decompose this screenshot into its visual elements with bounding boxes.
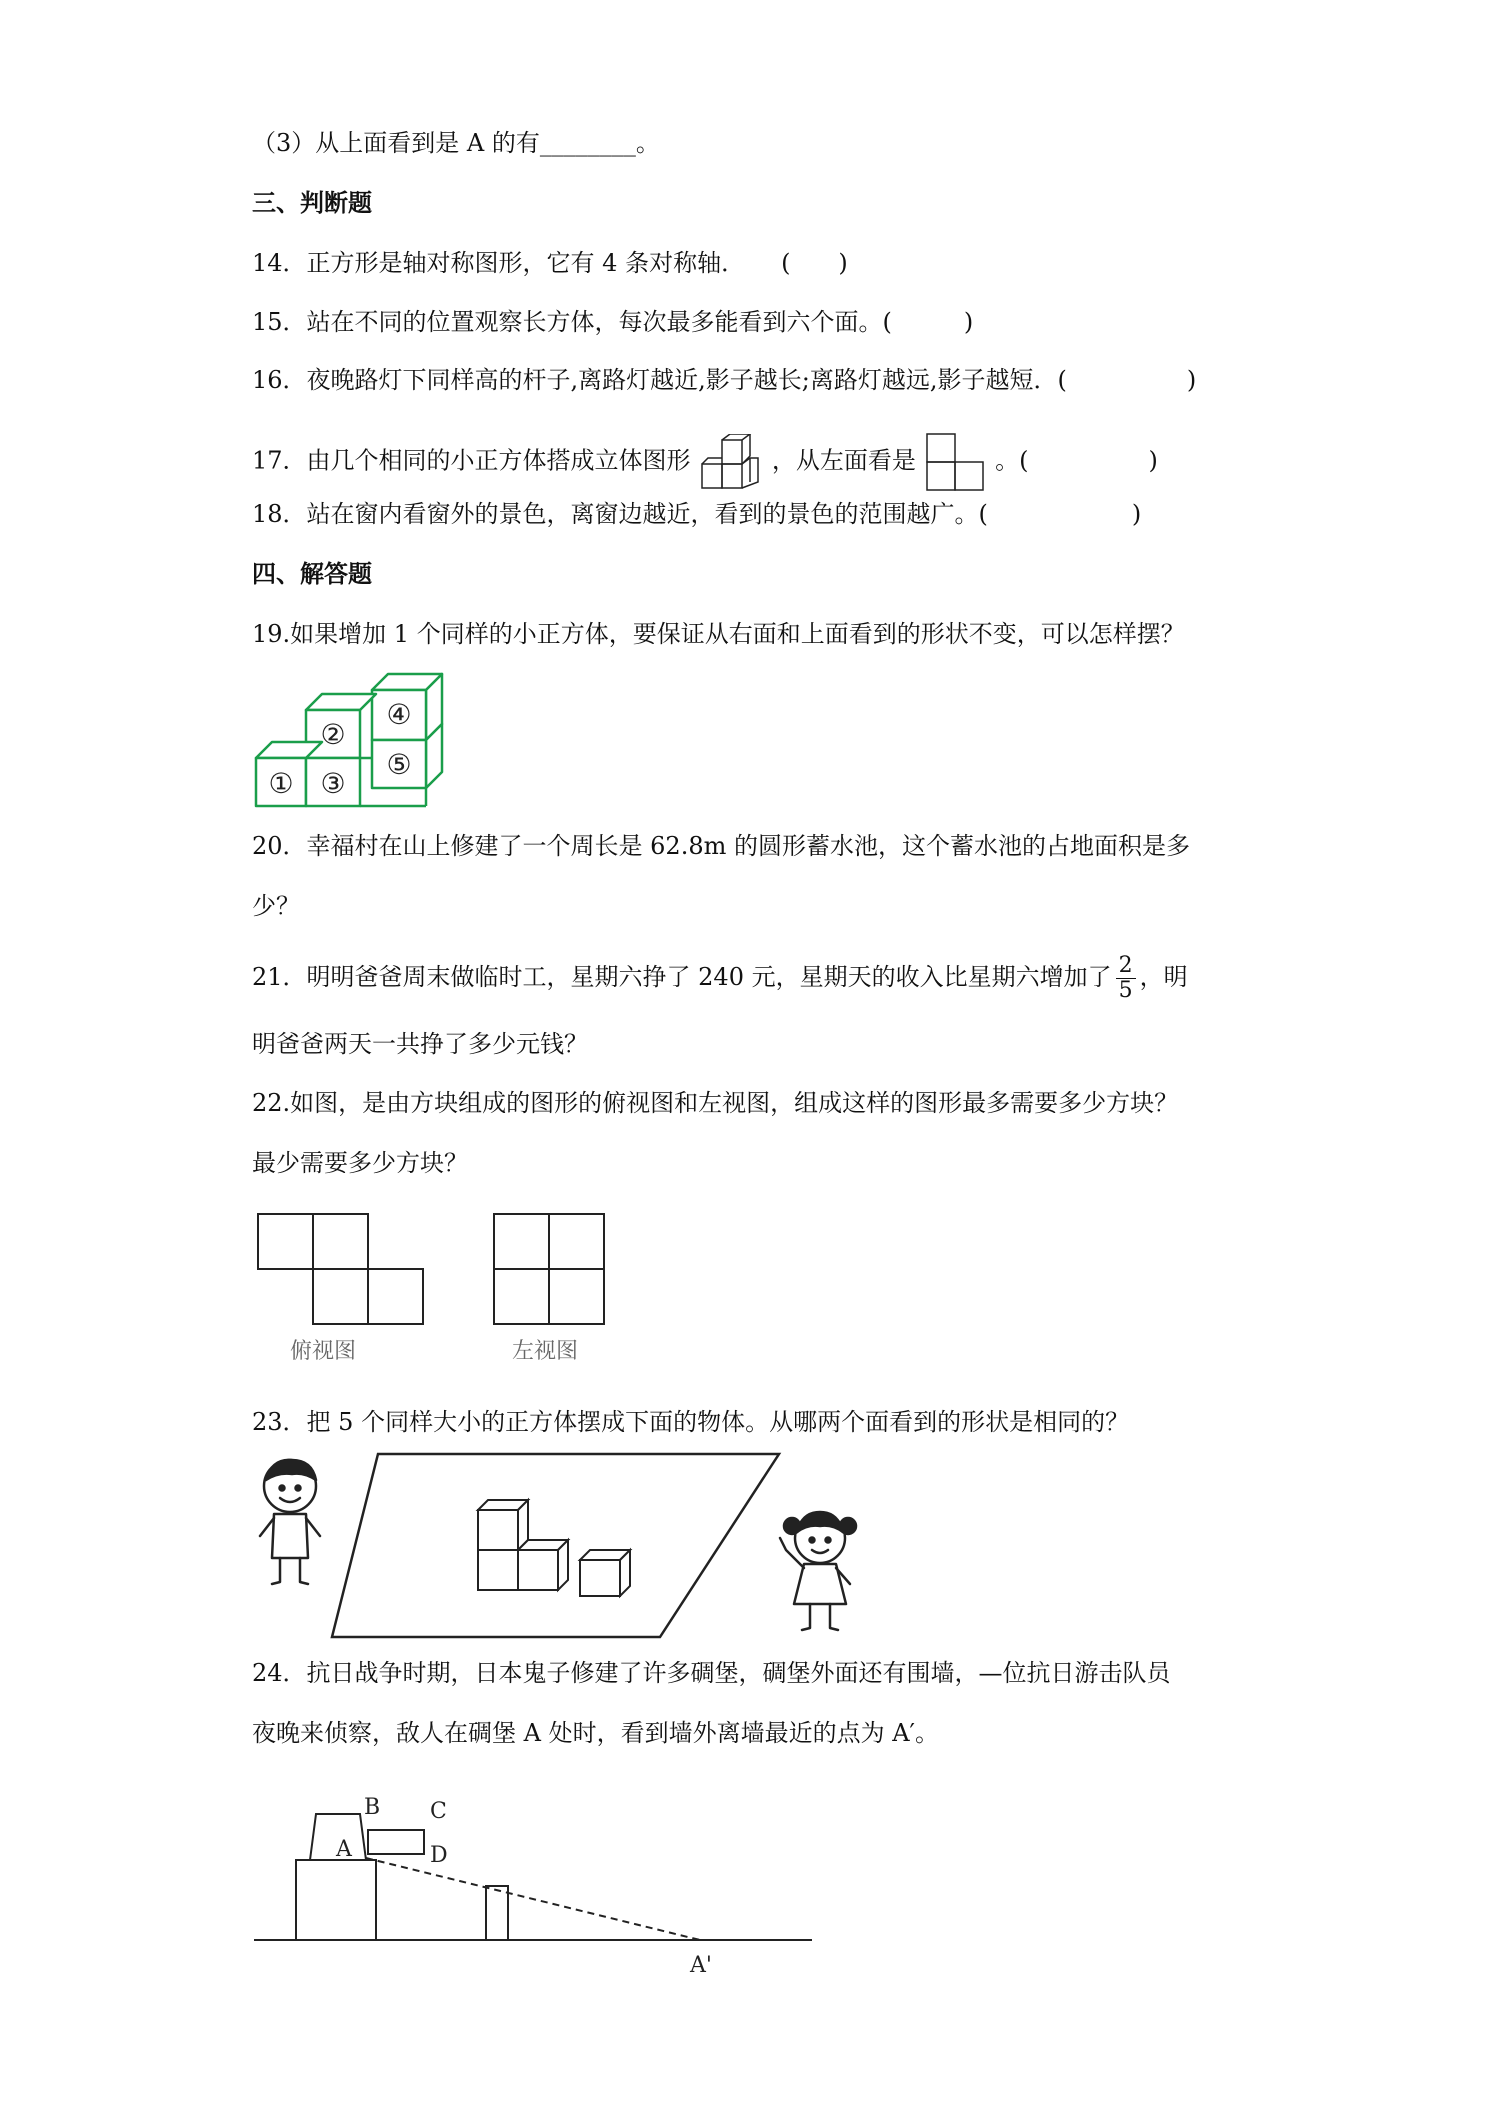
question-21-text: 21．明明爸爸周末做临时工，星期六挣了 240 元，星期天的收入比星期六增加了 xyxy=(252,963,1112,991)
q22-top-view xyxy=(256,1212,436,1372)
cube-label-4: ④ xyxy=(386,698,412,731)
girl-figure xyxy=(780,1512,856,1630)
top-view-caption: 俯视图 xyxy=(290,1339,357,1364)
question-17-text-c: 。( ) xyxy=(995,446,1158,475)
fraction-two-fifths xyxy=(1116,954,1136,1003)
label-a: A xyxy=(336,1837,352,1862)
q17-left-view xyxy=(925,432,985,492)
question-21-line-2: 明爸爸两天一共挣了多少元钱？ xyxy=(252,1030,588,1058)
question-22-line-2: 最少需要多少方块？ xyxy=(252,1149,468,1177)
question-17 xyxy=(252,432,1158,492)
fraction-numerator: 2 xyxy=(1116,954,1136,979)
cube-label-5: ⑤ xyxy=(386,748,412,781)
q24-blockhouse-figure xyxy=(252,1782,824,1982)
question-17-text-a: 17．由几个相同的小正方体搭成立体图形 xyxy=(252,446,691,475)
cube-label-1: ① xyxy=(268,767,294,800)
q23-scene-figure xyxy=(252,1452,872,1652)
question-18: 18．站在窗内看窗外的景色，离窗边越近，看到的景色的范围越广。( ) xyxy=(252,500,1142,528)
cube-label-2: ② xyxy=(320,718,346,751)
fraction-denominator: 5 xyxy=(1118,978,1133,1003)
question-24-line-2: 夜晚来侦察，敌人在碉堡 A 处时，看到墙外离墙最近的点为 A′。 xyxy=(252,1719,939,1747)
question-16: 16．夜晚路灯下同样高的杆子,离路灯越近,影子越长;离路灯越远,影子越短．( ) xyxy=(252,366,1197,394)
label-c: C xyxy=(430,1799,447,1824)
question-24-line-1: 24．抗日战争时期，日本鬼子修建了许多碉堡，碉堡外面还有围墙，—位抗日游击队员 xyxy=(252,1659,1171,1687)
question-22-line-1: 22.如图，是由方块组成的图形的俯视图和左视图，组成这样的图形最多需要多少方块？ xyxy=(252,1089,1179,1117)
subquestion-3: （3）从上面看到是 A 的有________。 xyxy=(252,129,660,157)
question-14: 14．正方形是轴对称图形，它有 4 条对称轴． ( ) xyxy=(252,249,848,277)
label-a-prime: A' xyxy=(690,1953,712,1978)
section-heading-answer: 四、解答题 xyxy=(252,560,372,588)
left-view-caption: 左视图 xyxy=(512,1339,579,1364)
cube-label-3: ③ xyxy=(320,767,346,800)
question-15: 15．站在不同的位置观察长方体，每次最多能看到六个面。( ) xyxy=(252,308,974,336)
question-17-text-b: ，从左面看是 xyxy=(771,446,916,475)
question-21-text-end: ，明 xyxy=(1139,963,1188,991)
question-20-line-1: 20．幸福村在山上修建了一个周长是 62.8m 的圆形蓄水池，这个蓄水池的占地面积是多 xyxy=(252,832,1190,860)
label-b: B xyxy=(364,1795,381,1820)
q19-cube-figure xyxy=(252,668,452,810)
q17-solid-figure xyxy=(700,434,762,490)
question-23: 23．把 5 个同样大小的正方体摆成下面的物体。从哪两个面看到的形状是相同的？ xyxy=(252,1408,1130,1436)
question-21-line-1 xyxy=(252,952,1188,1003)
section-heading-judgment: 三、判断题 xyxy=(252,189,372,217)
boy-figure xyxy=(260,1460,320,1584)
label-d: D xyxy=(430,1843,448,1868)
q22-left-view xyxy=(492,1212,622,1372)
question-19: 19.如果增加 1 个同样的小正方体，要保证从右面和上面看到的形状不变，可以怎样摆？ xyxy=(252,620,1185,648)
question-20-line-2: 少？ xyxy=(252,892,300,920)
